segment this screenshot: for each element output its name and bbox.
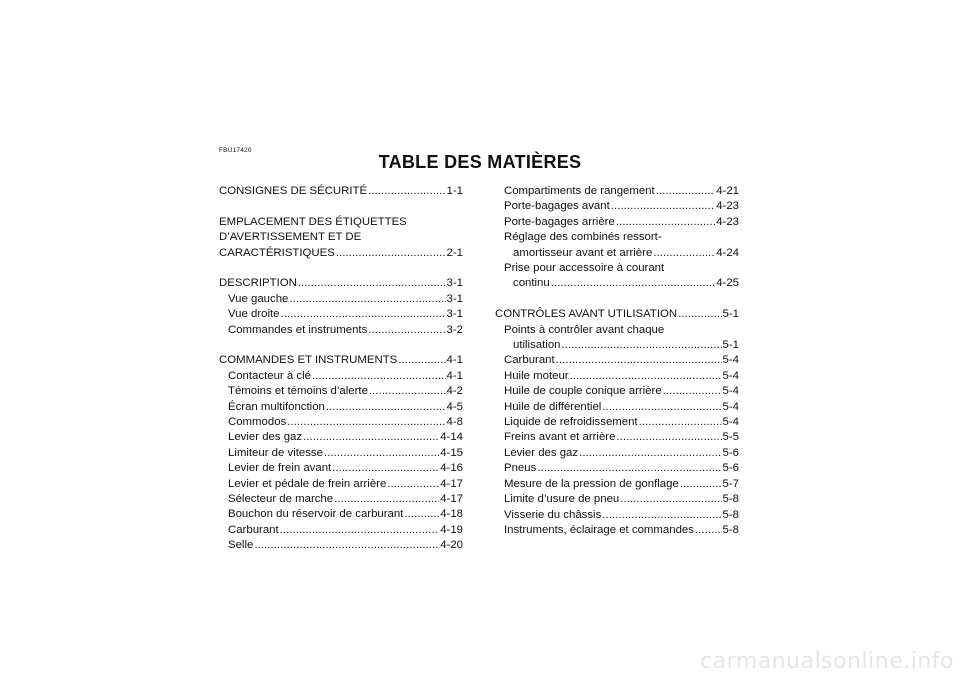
- toc-entry-label: Réglage des combinés ressort-: [504, 231, 662, 244]
- toc-entry-line: [219, 215, 463, 230]
- toc-leader-dots: [303, 430, 439, 445]
- toc-entry[interactable]: [495, 230, 739, 261]
- toc-leader-dots: [404, 507, 439, 522]
- toc-entry[interactable]: [219, 323, 463, 338]
- toc-entry-label: amortisseur avant et arrière: [513, 246, 653, 259]
- toc-leader-dots: [616, 430, 721, 445]
- toc-entry-label: CONSIGNES DE SÉCURITÉ: [219, 185, 368, 197]
- toc-entry[interactable]: [495, 523, 739, 538]
- toc-leader-dots: [287, 415, 445, 430]
- toc-column-left: [219, 184, 463, 554]
- toc-column-right: [495, 184, 739, 538]
- toc-leader-dots: [678, 307, 721, 322]
- toc-entry-line: [219, 323, 463, 338]
- toc-page-number: 5-4: [722, 354, 739, 367]
- toc-entry[interactable]: [219, 292, 463, 307]
- toc-entry-line: [219, 446, 463, 461]
- toc-page-number: 4-18: [440, 508, 463, 521]
- toc-entry[interactable]: [495, 261, 739, 292]
- toc-entry-line: [495, 523, 739, 538]
- toc-entry[interactable]: [495, 415, 739, 430]
- toc-page-number: 4-23: [716, 215, 739, 228]
- toc-page-number: 4-23: [716, 200, 739, 213]
- toc-page-number: 4-1: [446, 354, 463, 367]
- toc-entry[interactable]: [219, 384, 463, 399]
- toc-page-number: 5-8: [722, 493, 739, 506]
- toc-entry[interactable]: [219, 184, 463, 199]
- toc-leader-dots: [680, 477, 722, 492]
- toc-leader-dots: [551, 276, 715, 291]
- toc-entry-line: [495, 261, 739, 276]
- toc-entry[interactable]: [495, 384, 739, 399]
- toc-leader-dots: [298, 276, 446, 291]
- toc-page-number: 4-25: [716, 277, 739, 290]
- toc-entry-line: [219, 307, 463, 322]
- toc-entry-label: Huile de différentiel: [504, 400, 602, 413]
- toc-entry-line: [495, 246, 739, 261]
- toc-entry[interactable]: [219, 307, 463, 322]
- toc-leader-dots: [326, 400, 446, 415]
- toc-entry-label: Mesure de la pression de gonflage: [504, 477, 679, 490]
- toc-entry-label: Vue gauche: [228, 292, 289, 305]
- toc-leader-dots: [280, 523, 440, 538]
- toc-entry-label: Bouchon du réservoir de carburant: [228, 508, 404, 521]
- toc-entry[interactable]: [219, 400, 463, 415]
- toc-leader-dots: [334, 492, 439, 507]
- toc-entry-line: [495, 338, 739, 353]
- toc-entry-line: [495, 461, 739, 476]
- toc-entry-label: Vue droite: [228, 308, 280, 321]
- toc-page-number: 5-8: [722, 523, 739, 536]
- toc-entry-label: CARACTÉRISTIQUES: [219, 246, 335, 259]
- toc-entry-label: Levier et pédale de frein arrière: [228, 477, 387, 490]
- toc-leader-dots: [653, 246, 715, 261]
- toc-entry-line: [219, 400, 463, 415]
- toc-entry-line: [219, 523, 463, 538]
- toc-page-number: 3-1: [446, 277, 463, 290]
- toc-leader-dots: [254, 538, 439, 553]
- toc-leader-dots: [368, 323, 445, 338]
- toc-entry[interactable]: [495, 369, 739, 384]
- toc-entry[interactable]: [495, 215, 739, 230]
- toc-entry[interactable]: [495, 430, 739, 445]
- toc-entry-line: [495, 400, 739, 415]
- toc-entry-label: EMPLACEMENT DES ÉTIQUETTES: [219, 215, 407, 228]
- toc-entry-line: [219, 384, 463, 399]
- toc-entry-label: Porte-bagages avant: [504, 200, 610, 213]
- toc-page-number: 5-8: [722, 508, 739, 521]
- toc-entry-label: Écran multifonction: [228, 400, 325, 413]
- toc-page-number: 4-1: [446, 369, 463, 382]
- toc-entry-line: [495, 492, 739, 507]
- toc-page-number: 5-1: [722, 308, 739, 321]
- toc-entry-label: Huile moteur: [504, 369, 569, 382]
- toc-leader-dots: [616, 215, 715, 230]
- toc-entry-line: [495, 477, 739, 492]
- toc-entry-label: COMMANDES ET INSTRUMENTS: [219, 354, 398, 367]
- toc-entry-label: Instruments, éclairage et commandes: [504, 523, 694, 536]
- toc-entry-label: DESCRIPTION: [219, 277, 297, 290]
- toc-leader-dots: [639, 415, 722, 430]
- watermark-text: carmanualsonline.info: [700, 649, 954, 674]
- toc-entry-label: CONTRÔLES AVANT UTILISATION: [495, 308, 678, 321]
- toc-entry-line: [495, 446, 739, 461]
- toc-entry-line: [219, 276, 463, 291]
- toc-entry-label: continu: [513, 277, 550, 290]
- toc-entry-line: [495, 369, 739, 384]
- toc-page-number: 4-5: [446, 400, 463, 413]
- toc-entry[interactable]: [495, 199, 739, 214]
- toc-page-number: 5-4: [722, 385, 739, 398]
- toc-entry[interactable]: [495, 323, 739, 354]
- toc-entry-line: [219, 477, 463, 492]
- toc-entry[interactable]: [219, 215, 463, 261]
- toc-page-number: 4-17: [440, 477, 463, 490]
- toc-page-number: 5-5: [722, 431, 739, 444]
- toc-page-number: 4-14: [440, 431, 463, 444]
- toc-entry-label: Levier des gaz: [504, 446, 579, 459]
- toc-leader-dots: [663, 384, 722, 399]
- toc-entry[interactable]: [219, 507, 463, 522]
- toc-entry[interactable]: [219, 446, 463, 461]
- toc-entry-line: [495, 307, 739, 322]
- toc-leader-dots: [398, 353, 445, 368]
- toc-entry[interactable]: [495, 461, 739, 476]
- toc-entry-label: Visserie du châssis: [504, 508, 602, 521]
- toc-entry-label: Huile de couple conique arrière: [504, 385, 662, 398]
- toc-entry-label: Prise pour accessoire à courant: [504, 262, 665, 275]
- toc-entry-line: [219, 430, 463, 445]
- toc-entry[interactable]: [495, 353, 739, 368]
- toc-entry[interactable]: [219, 276, 463, 291]
- toc-entry-line: [219, 246, 463, 261]
- toc-entry-label: Carburant: [504, 354, 555, 367]
- toc-leader-dots: [579, 446, 721, 461]
- toc-entry-line: [219, 230, 463, 245]
- toc-leader-dots: [336, 246, 446, 261]
- toc-entry-label: Limite d’usure de pneu: [504, 493, 620, 506]
- toc-entry-label: Limiteur de vitesse: [228, 446, 323, 459]
- toc-leader-dots: [537, 461, 721, 476]
- toc-leader-dots: [281, 307, 446, 322]
- toc-entry-line: [219, 507, 463, 522]
- toc-entry-line: [495, 323, 739, 338]
- toc-leader-dots: [695, 523, 722, 538]
- toc-page-number: 5-4: [722, 400, 739, 413]
- toc-leader-dots: [570, 369, 722, 384]
- toc-entry-line: [219, 492, 463, 507]
- toc-entry[interactable]: [219, 415, 463, 430]
- toc-page-number: 4-15: [440, 446, 463, 459]
- toc-entry-label: Sélecteur de marche: [228, 493, 334, 506]
- toc-leader-dots: [324, 446, 439, 461]
- toc-entry[interactable]: [219, 430, 463, 445]
- toc-page-number: 3-1: [446, 292, 463, 305]
- toc-entry-line: [495, 184, 739, 199]
- toc-leader-dots: [656, 184, 716, 199]
- toc-entry-label: Porte-bagages arrière: [504, 215, 615, 228]
- toc-page-number: 4-16: [440, 462, 463, 475]
- toc-entry[interactable]: [495, 492, 739, 507]
- toc-entry-line: [219, 415, 463, 430]
- toc-entry-label: Selle: [228, 539, 254, 552]
- toc-entry[interactable]: [495, 400, 739, 415]
- toc-leader-dots: [289, 292, 445, 307]
- toc-entry[interactable]: [495, 184, 739, 199]
- toc-entry-line: [495, 276, 739, 291]
- toc-leader-dots: [368, 184, 445, 199]
- toc-entry[interactable]: [219, 492, 463, 507]
- toc-page-number: 1-1: [446, 185, 463, 197]
- toc-entry-line: [495, 384, 739, 399]
- toc-entry-line: [219, 461, 463, 476]
- toc-entry-line: [219, 353, 463, 368]
- toc-entry-label: Commodos: [228, 416, 287, 429]
- toc-page-number: 5-1: [722, 339, 739, 352]
- toc-entry-label: Liquide de refroidissement: [504, 416, 638, 429]
- toc-page-number: 4-2: [446, 385, 463, 398]
- toc-entry-label: Freins avant et arrière: [504, 431, 616, 444]
- toc-entry-label: Levier des gaz: [228, 431, 303, 444]
- toc-page-number: 5-4: [722, 416, 739, 429]
- toc-entry-line: [219, 369, 463, 384]
- toc-leader-dots: [602, 508, 721, 523]
- toc-entry-label: Contacteur à clé: [228, 369, 311, 382]
- toc-entry[interactable]: [219, 477, 463, 492]
- toc-page-number: 5-4: [722, 369, 739, 382]
- toc-entry[interactable]: [219, 523, 463, 538]
- toc-page-number: 3-1: [446, 308, 463, 321]
- toc-entry-line: [495, 353, 739, 368]
- toc-page-number: 3-2: [446, 323, 463, 336]
- toc-page-number: 4-21: [716, 185, 739, 197]
- toc-leader-dots: [556, 353, 722, 368]
- toc-leader-dots: [602, 400, 721, 415]
- toc-entry[interactable]: [495, 307, 739, 322]
- toc-page-number: 4-17: [440, 493, 463, 506]
- toc-page-number: 4-8: [446, 416, 463, 429]
- toc-entry[interactable]: [495, 508, 739, 523]
- toc-entry-line: [219, 292, 463, 307]
- toc-entry-label: Carburant: [228, 523, 279, 536]
- toc-entry-label: D’AVERTISSEMENT ET DE: [219, 231, 362, 244]
- toc-entry-line: [495, 215, 739, 230]
- toc-entry-line: [495, 415, 739, 430]
- toc-entry-label: Commandes et instruments: [228, 323, 368, 336]
- toc-entry-label: Compartiments de rangement: [504, 185, 655, 197]
- toc-page-number: 5-7: [722, 477, 739, 490]
- toc-page-number: 4-19: [440, 523, 463, 536]
- toc-entry-label: Points à contrôler avant chaque: [504, 323, 665, 336]
- toc-leader-dots: [611, 199, 715, 214]
- toc-leader-dots: [387, 477, 439, 492]
- toc-page-number: 4-20: [440, 539, 463, 552]
- page-title: TABLE DES MATIÈRES: [378, 152, 582, 172]
- toc-entry[interactable]: [219, 369, 463, 384]
- toc-entry-line: [219, 538, 463, 553]
- toc-entry[interactable]: [219, 353, 463, 368]
- toc-page-number: 2-1: [446, 246, 463, 259]
- toc-entry-label: Pneus: [504, 462, 537, 475]
- toc-entry-label: utilisation: [513, 339, 561, 352]
- toc-leader-dots: [332, 461, 439, 476]
- toc-entry[interactable]: [495, 446, 739, 461]
- toc-entry[interactable]: [495, 477, 739, 492]
- toc-entry-line: [495, 199, 739, 214]
- document-code: FBU17420: [219, 147, 252, 154]
- toc-entry-line: [495, 508, 739, 523]
- toc-entry[interactable]: [219, 538, 463, 553]
- toc-page-number: 5-6: [722, 462, 739, 475]
- toc-leader-dots: [620, 492, 721, 507]
- toc-page-number: 4-24: [716, 246, 739, 259]
- toc-entry-line: [495, 430, 739, 445]
- toc-entry-label: Levier de frein avant: [228, 462, 332, 475]
- toc-entry-line: [219, 184, 463, 199]
- toc-entry-line: [495, 230, 739, 245]
- toc-entry-label: Témoins et témoins d’alerte: [228, 385, 368, 398]
- toc-leader-dots: [562, 338, 722, 353]
- toc-leader-dots: [369, 384, 446, 399]
- toc-page-number: 5-6: [722, 446, 739, 459]
- toc-leader-dots: [312, 369, 446, 384]
- toc-entry[interactable]: [219, 461, 463, 476]
